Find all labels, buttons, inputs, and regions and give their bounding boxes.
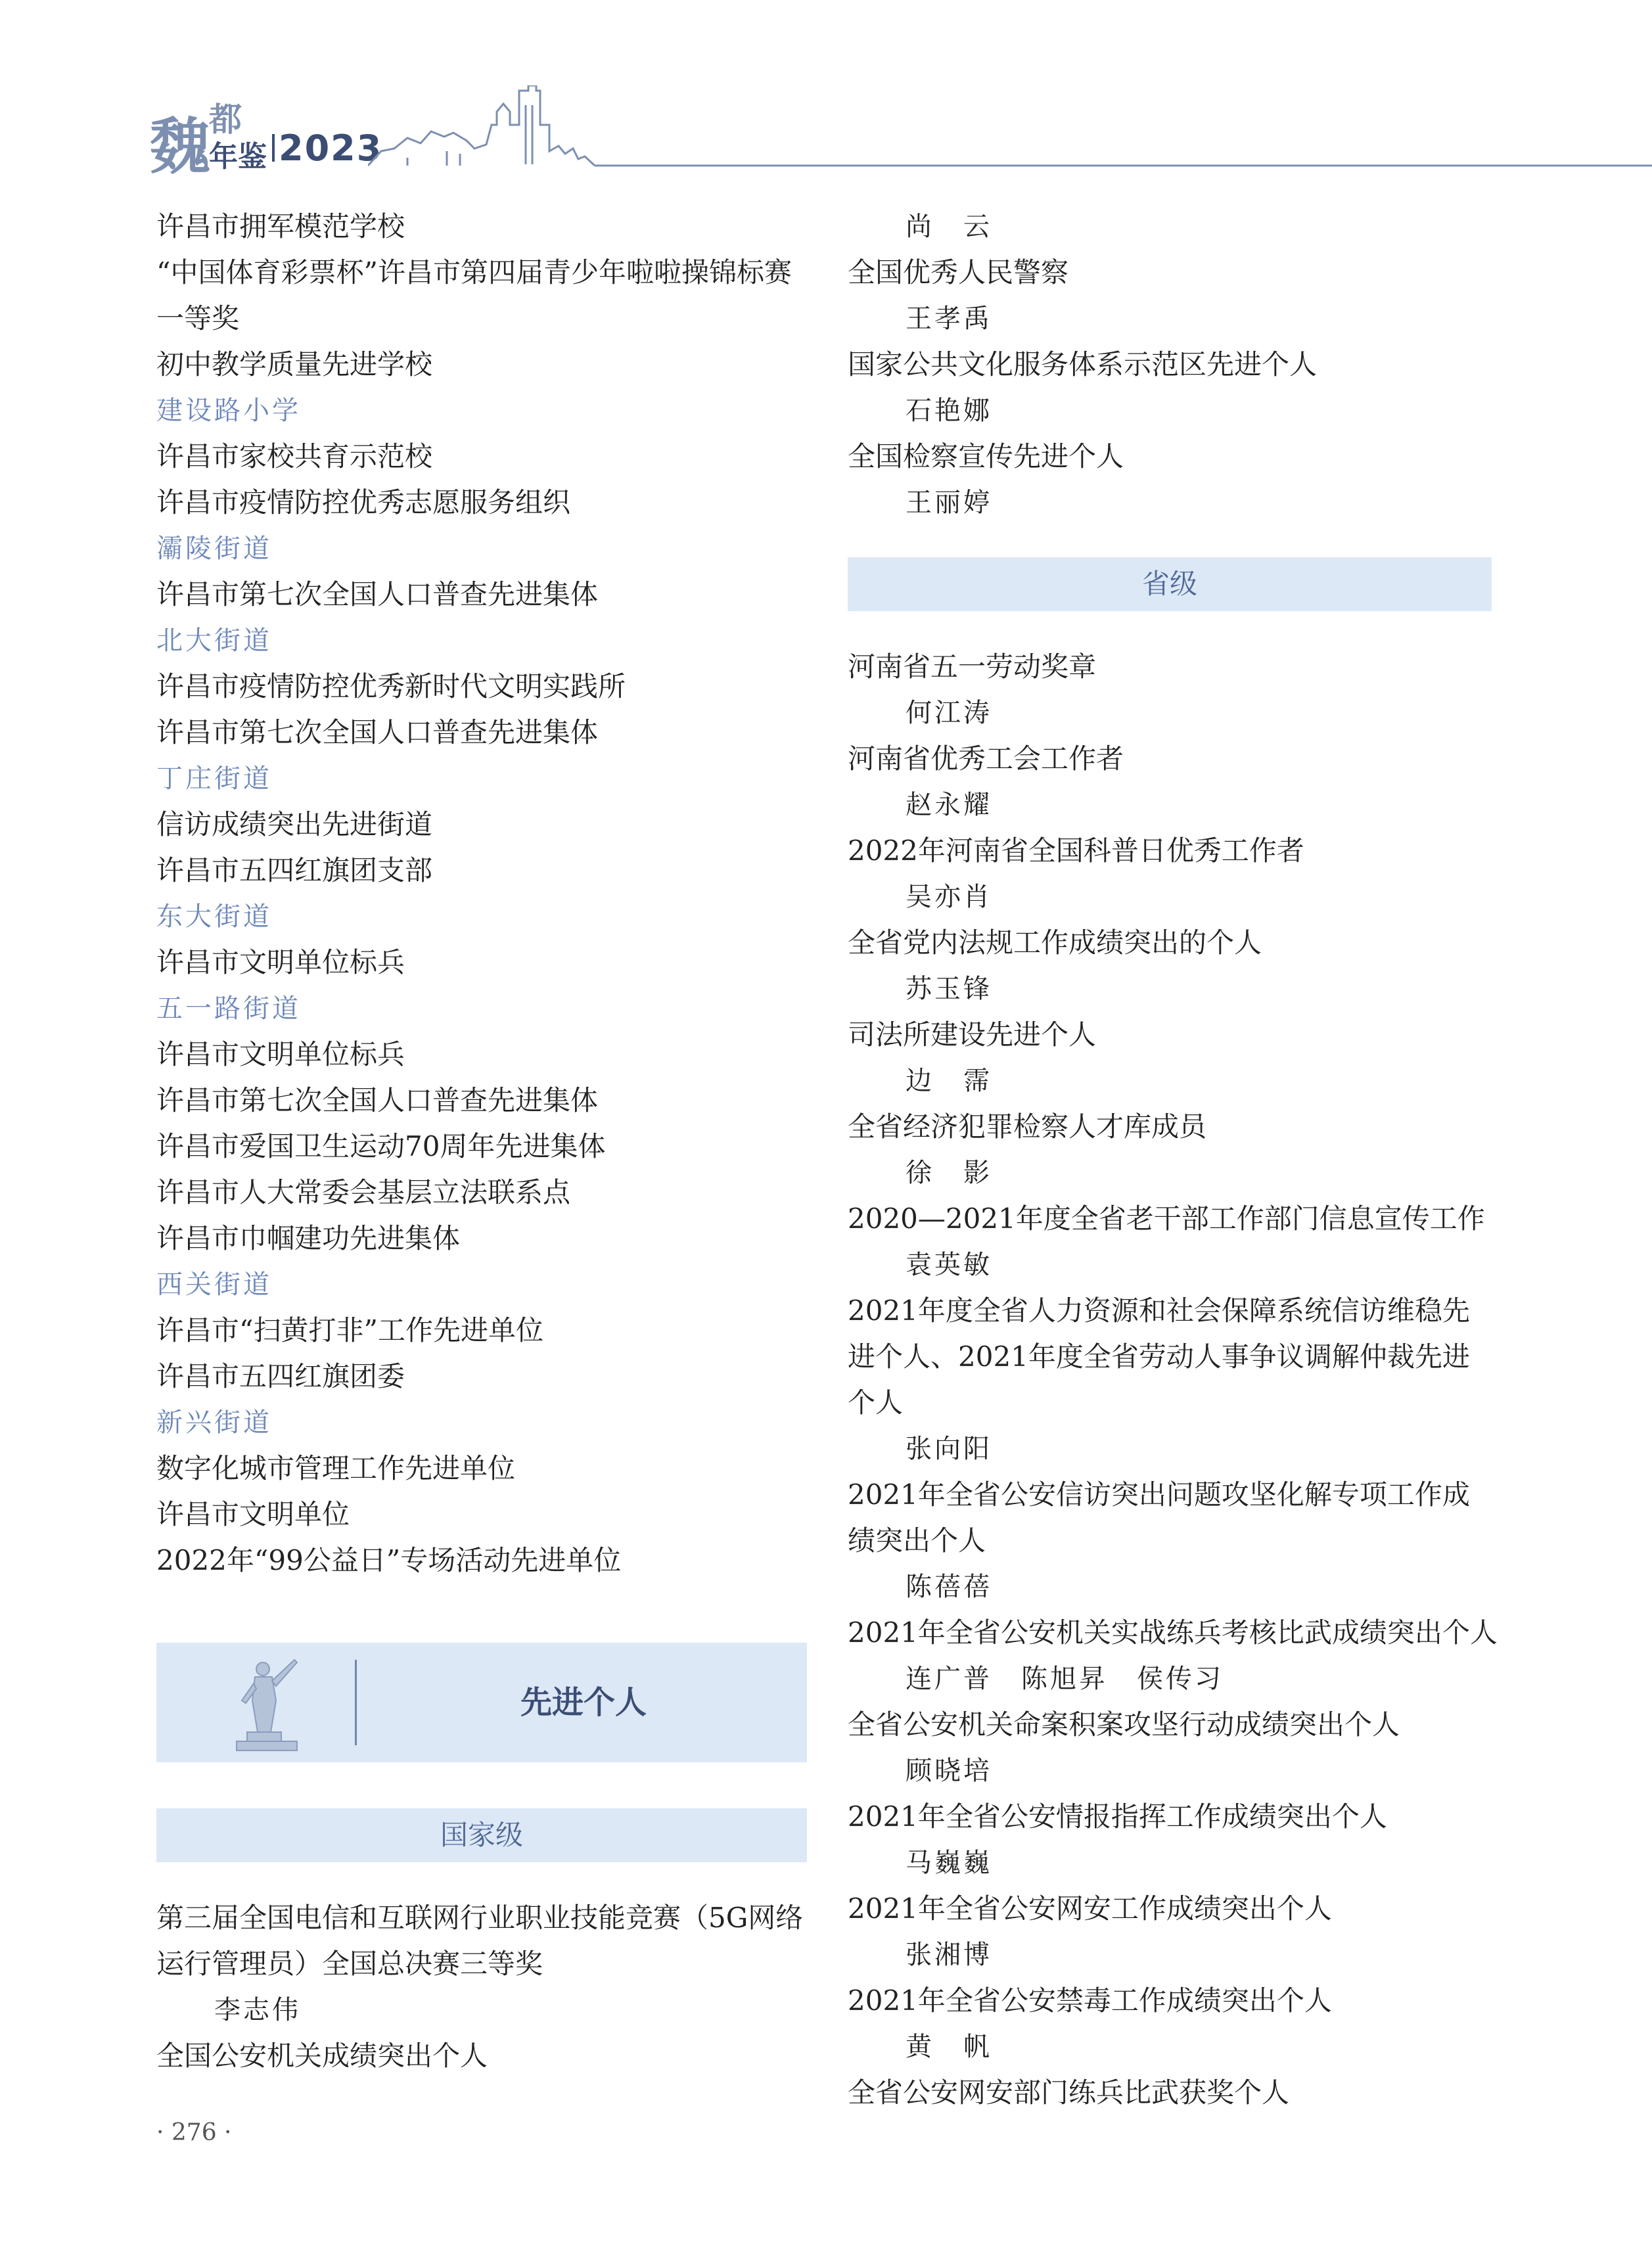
award-item: “中国体育彩票杯”许昌市第四届青少年啦啦操锦标赛一等奖	[156, 256, 792, 334]
award-item: 许昌市文明单位标兵	[156, 1038, 405, 1070]
award-item: 许昌市“扫黄打非”工作先进单位	[156, 1314, 543, 1346]
award-item: 2021年度全省人力资源和社会保障系统信访维稳先进个人、2021年度全省劳动人事争议调解仲裁先进个人	[848, 1294, 1470, 1419]
award-item: 许昌市第七次全国人口普查先进集体	[156, 578, 599, 610]
person-name: 顾晓培	[906, 1756, 992, 1786]
award-item: 许昌市文明单位标兵	[156, 946, 405, 978]
unit-name: 建设路小学	[156, 396, 301, 426]
page-header	[0, 0, 1652, 182]
page-number: · 276 ·	[156, 2119, 232, 2146]
unit-name: 东大街道	[156, 902, 272, 932]
unit-name: 五一路街道	[156, 994, 301, 1024]
award-item: 初中教学质量先进学校	[156, 348, 433, 380]
left-list-bottom	[156, 1895, 807, 2079]
award-item: 许昌市文明单位	[156, 1498, 350, 1530]
person-name: 尚 云	[906, 212, 992, 242]
award-item: 许昌市人大常委会基层立法联系点	[156, 1176, 571, 1208]
person-name: 王丽婷	[906, 488, 992, 518]
award-item: 许昌市五四红旗团委	[156, 1360, 405, 1392]
unit-name: 新兴街道	[156, 1407, 272, 1438]
award-item: 许昌市第七次全国人口普查先进集体	[156, 716, 599, 748]
right-list-top	[848, 204, 1492, 526]
award-item: 第三届全国电信和互联网行业职业技能竞赛（5G网络运行管理员）全国总决赛三等奖	[156, 1902, 804, 1980]
award-item: 2021年全省公安禁毒工作成绩突出个人	[848, 1984, 1332, 2017]
person-name: 边 霈	[906, 1066, 992, 1096]
award-item: 许昌市家校共育示范校	[156, 440, 433, 472]
person-name: 赵永耀	[906, 790, 992, 820]
band-provincial: 省级	[848, 557, 1492, 611]
award-item: 许昌市疫情防控优秀志愿服务组织	[156, 486, 571, 518]
award-item: 司法所建设先进个人	[848, 1018, 1097, 1051]
award-item: 许昌市疫情防控优秀新时代文明实践所	[156, 670, 626, 702]
award-item: 数字化城市管理工作先进单位	[156, 1452, 516, 1484]
award-item: 2020—2021年度全省老干部工作部门信息宣传工作	[848, 1202, 1485, 1235]
award-item: 全国优秀人民警察	[848, 256, 1069, 288]
section-banner	[156, 1643, 807, 1762]
award-item: 2022年“99公益日”专场活动先进单位	[156, 1544, 622, 1576]
banner-divider	[355, 1660, 357, 1745]
award-item: 全省经济犯罪检察人才库成员	[848, 1110, 1207, 1143]
award-item: 信访成绩突出先进街道	[156, 808, 433, 840]
person-name: 徐 影	[906, 1158, 992, 1188]
award-item: 2022年河南省全国科普日优秀工作者	[848, 835, 1304, 867]
section-title: 先进个人	[520, 1684, 647, 1721]
person-name: 何江涛	[906, 698, 992, 728]
unit-name: 灞陵街道	[156, 534, 272, 564]
award-item: 许昌市巾帼建功先进集体	[156, 1222, 461, 1254]
person-name: 张向阳	[906, 1434, 992, 1464]
award-item: 2021年全省公安机关实战练兵考核比武成绩突出个人	[848, 1616, 1498, 1649]
statue-icon	[229, 1655, 308, 1753]
logo-main-char: 魏	[150, 111, 208, 182]
left-column	[156, 204, 807, 2079]
award-item: 河南省优秀工会工作者	[848, 743, 1124, 775]
logo-book-label: 年鉴	[209, 140, 267, 173]
award-item: 国家公共文化服务体系示范区先进个人	[848, 348, 1318, 380]
award-item: 许昌市拥军模范学校	[156, 210, 405, 242]
person-name: 陈蓓蓓	[906, 1572, 992, 1602]
person-name: 王孝禹	[906, 304, 992, 334]
award-item: 许昌市第七次全国人口普查先进集体	[156, 1084, 599, 1116]
person-name: 马巍巍	[906, 1848, 992, 1878]
person-name: 石艳娜	[906, 396, 992, 426]
award-item: 全国公安机关成绩突出个人	[156, 2040, 488, 2072]
award-item: 全省党内法规工作成绩突出的个人	[848, 927, 1262, 959]
unit-name: 丁庄街道	[156, 764, 272, 794]
award-item: 2021年全省公安信访突出问题攻坚化解专项工作成绩突出个人	[848, 1478, 1470, 1557]
person-name: 吴亦肖	[906, 882, 992, 912]
unit-name: 北大街道	[156, 626, 272, 656]
award-item: 全国检察宣传先进个人	[848, 440, 1124, 472]
band-national: 国家级	[156, 1808, 807, 1862]
person-name: 李志伟	[214, 1995, 301, 2025]
award-item: 2021年全省公安网安工作成绩突出个人	[848, 1892, 1332, 1925]
award-item: 许昌市五四红旗团支部	[156, 854, 433, 886]
person-name: 袁英敏	[906, 1250, 992, 1280]
logo-sub-char: 都	[209, 100, 242, 139]
left-list-top	[156, 204, 807, 1584]
award-item: 许昌市爱国卫生运动70周年先进集体	[156, 1130, 606, 1162]
person-name: 张湘博	[906, 1940, 992, 1970]
award-item: 河南省五一劳动奖章	[848, 651, 1097, 683]
award-item: 全省公安机关命案积案攻坚行动成绩突出个人	[848, 1708, 1400, 1741]
logo-divider	[272, 134, 275, 162]
skyline-icon	[368, 85, 1652, 171]
award-item: 全省公安网安部门练兵比武获奖个人	[848, 2076, 1290, 2109]
person-name: 黄 帆	[906, 2032, 992, 2062]
person-name: 连广普 陈旭昇 侯传习	[906, 1664, 1224, 1694]
person-name: 苏玉锋	[906, 974, 992, 1004]
logo-year: 2023	[279, 127, 383, 169]
right-column	[848, 204, 1498, 2116]
right-list-bottom	[848, 644, 1498, 2116]
award-item: 2021年全省公安情报指挥工作成绩突出个人	[848, 1800, 1387, 1833]
unit-name: 西关街道	[156, 1270, 272, 1300]
